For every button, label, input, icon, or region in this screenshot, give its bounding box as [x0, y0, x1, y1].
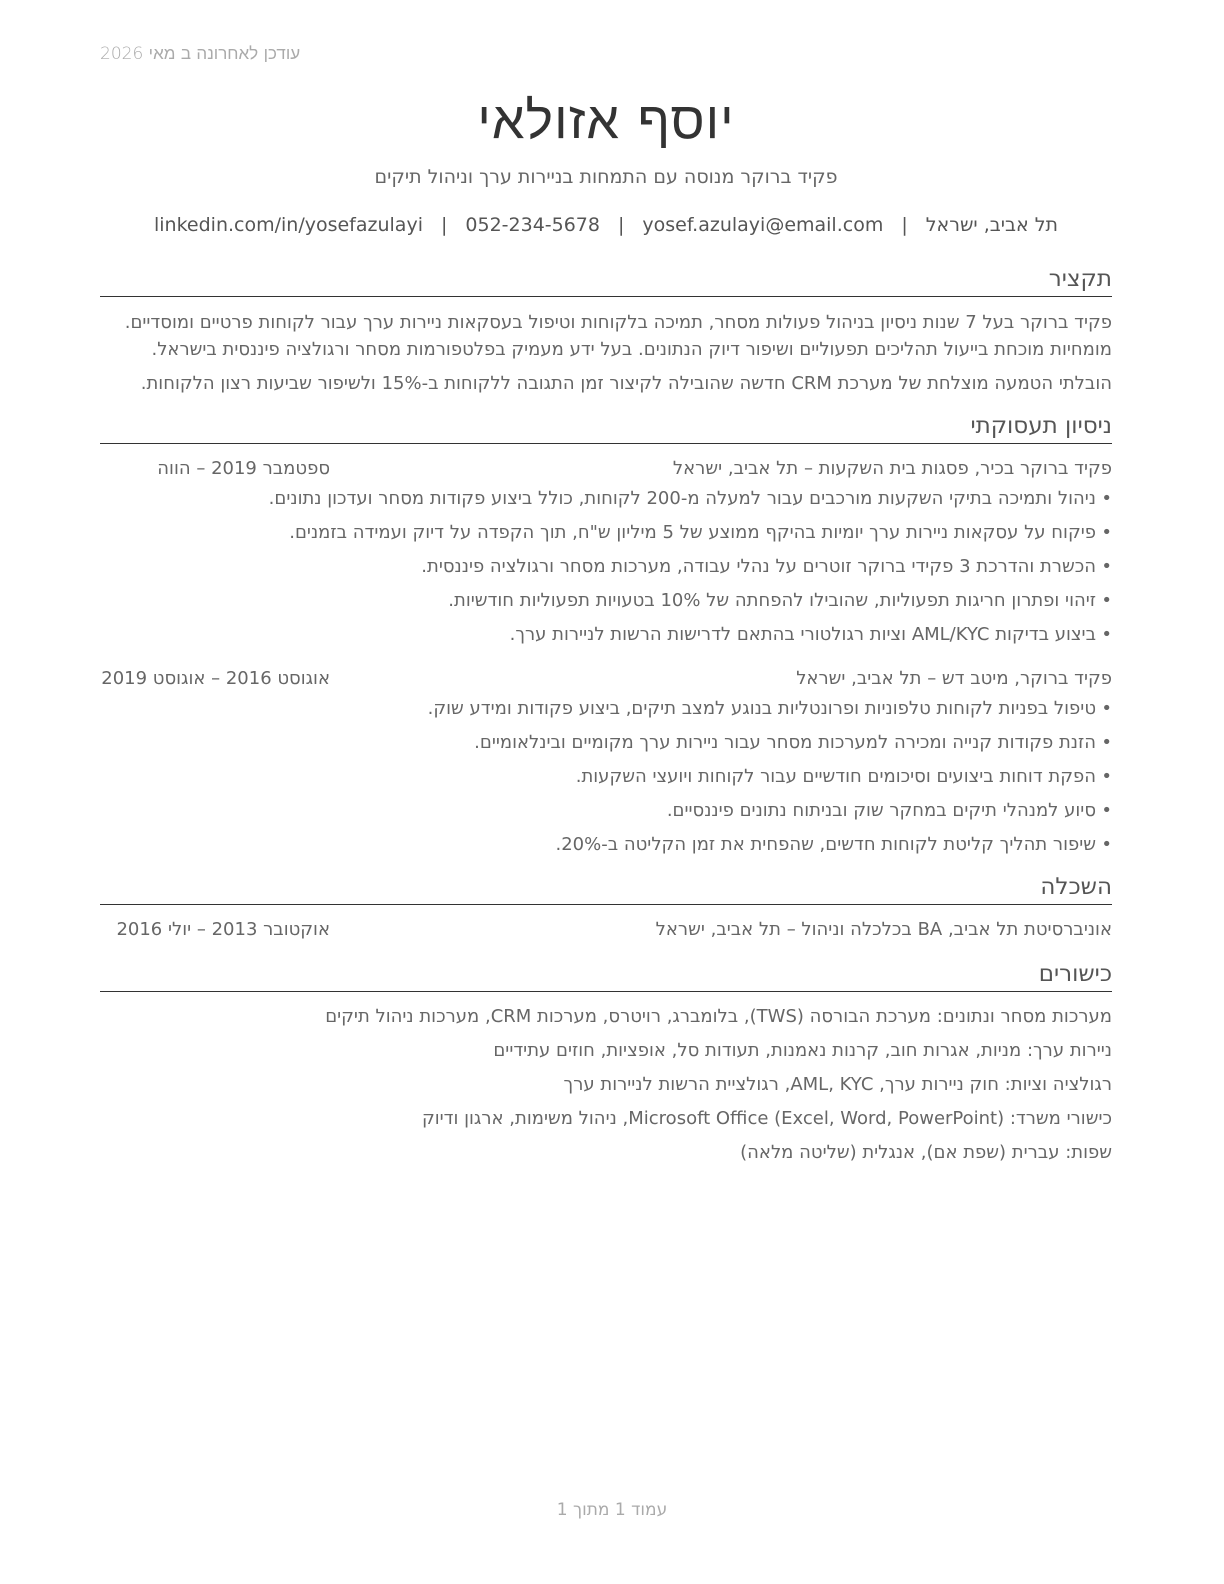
contact-email[interactable]: yosef.azulayi@email.com [642, 214, 884, 236]
job-dates: אוגוסט 2016 – אוגוסט 2019 [101, 668, 330, 689]
last-updated: עודכן לאחרונה ב מאי 2026 [100, 44, 301, 64]
job-heading-row [100, 666, 1112, 692]
summary-body [100, 309, 1112, 397]
contact-line [100, 214, 1112, 236]
job-bullet: • ניהול ותמיכה בתיקי השקעות מורכבים עבור למעלה מ-200 לקוחות, כולל ביצוע פקודות מסחר ועדכון נתונים. [100, 486, 1112, 512]
skills-title: כישורים [100, 959, 1112, 992]
skills-line: רגולציה וציות: חוק ניירות ערך, AML, KYC, רגולציית הרשות לניירות ערך [563, 1074, 1112, 1095]
job-heading: פקיד ברוקר, מיטב דש – תל אביב, ישראל [796, 668, 1112, 689]
skills-section [100, 959, 1112, 1166]
job-entry [100, 666, 1112, 858]
contact-linkedin[interactable]: linkedin.com/in/yosefazulayi [153, 214, 423, 236]
job-bullet: • שיפור תהליך קליטת לקוחות חדשים, שהפחית את זמן הקליטה ב-20%. [100, 832, 1112, 858]
job-bullet: • הזנת פקודות קנייה ומכירה למערכות מסחר עבור ניירות ערך מקומיים ובינלאומיים. [100, 730, 1112, 756]
job-bullet: • ביצוע בדיקות AML/KYC וציות רגולטורי בהתאם לדרישות הרשות לניירות ערך. [100, 622, 1112, 648]
page-number: עמוד 1 מתוך 1 [556, 1500, 668, 1520]
education-title: השכלה [100, 872, 1112, 905]
summary-title: תקציר [100, 264, 1112, 297]
contact-phone[interactable]: 052-234-5678 [465, 214, 600, 236]
summary-paragraph: הובלתי הטמעה מוצלחת של מערכת CRM חדשה שהובילה לקיצור זמן התגובה ללקוחות ב-15% ולשיפור שביעות רצון הלקוחות. [140, 373, 1112, 394]
job-bullet: • טיפול בפניות לקוחות טלפוניות ופרונטליות בנוגע למצב תיקים, ביצוע פקודות ומידע שוק. [100, 696, 1112, 722]
job-bullet: • סיוע למנהלי תיקים במחקר שוק ובניתוח נתונים פיננסיים. [100, 798, 1112, 824]
candidate-subtitle: פקיד ברוקר מנוסה עם התמחות בניירות ערך וניהול תיקים [374, 166, 838, 188]
skills-body [100, 1004, 1112, 1166]
summary-paragraph: פקיד ברוקר בעל 7 שנות ניסיון בניהול פעולות מסחר, תמיכה בלקוחות וטיפול בעסקאות ניירות ערך עבור לקוחות פרטיים ומוסדיים. מומחיות מוכחת בייעול תהליכים תפעוליים ושיפור דיוק הנתונים. בעל ידע מעמיק בפלטפורמות מסחר ורגולציה פיננסית בישראל. [124, 312, 1112, 360]
summary-section [100, 264, 1112, 397]
contact-separator: | [618, 214, 625, 236]
skills-line: ניירות ערך: מניות, אגרות חוב, קרנות נאמנות, תעודות סל, אופציות, חוזים עתידיים [493, 1040, 1112, 1061]
job-bullet: • פיקוח על עסקאות ניירות ערך יומיות בהיקף ממוצע של 5 מיליון ש"ח, תוך הקפדה על דיוק ועמידה בזמנים. [100, 520, 1112, 546]
education-heading: אוניברסיטת תל אביב, BA בכלכלה וניהול – תל אביב, ישראל [655, 919, 1112, 940]
job-entry [100, 456, 1112, 648]
skills-line: מערכות מסחר ונתונים: מערכת הבורסה (TWS), בלומברג, רויטרס, מערכות CRM, מערכות ניהול תיקים [325, 1006, 1112, 1027]
skills-line: כישורי משרד: Microsoft Office (Excel, Word, PowerPoint), ניהול משימות, ארגון ודיוק [421, 1108, 1112, 1129]
job-bullet: • זיהוי ופתרון חריגות תפעוליות, שהובילו להפחתה של 10% בטעויות תפעוליות חודשיות. [100, 588, 1112, 614]
contact-separator: | [440, 214, 448, 236]
resume-page [100, 0, 1112, 1174]
experience-section [100, 411, 1112, 858]
job-bullets [100, 696, 1112, 858]
contact-separator: | [901, 214, 908, 236]
contact-location: תל אביב, ישראל [925, 214, 1059, 236]
education-row [100, 917, 1112, 943]
experience-title: ניסיון תעסוקתי [100, 411, 1112, 444]
job-bullet: • הכשרת והדרכת 3 פקידי ברוקר זוטרים על נהלי עבודה, מערכות מסחר ורגולציה פיננסית. [100, 554, 1112, 580]
job-bullets [100, 486, 1112, 648]
skills-line: שפות: עברית (שפת אם), אנגלית (שליטה מלאה) [740, 1142, 1112, 1163]
education-dates: אוקטובר 2013 – יולי 2016 [116, 919, 330, 940]
education-section [100, 872, 1112, 943]
candidate-name: יוסף אזולאי [477, 91, 735, 151]
job-dates: ספטמבר 2019 – הווה [157, 458, 330, 479]
job-heading: פקיד ברוקר בכיר, פסגות בית השקעות – תל אביב, ישראל [672, 458, 1112, 479]
job-bullet: • הפקת דוחות ביצועים וסיכומים חודשיים עבור לקוחות ויועצי השקעות. [100, 764, 1112, 790]
job-heading-row [100, 456, 1112, 482]
